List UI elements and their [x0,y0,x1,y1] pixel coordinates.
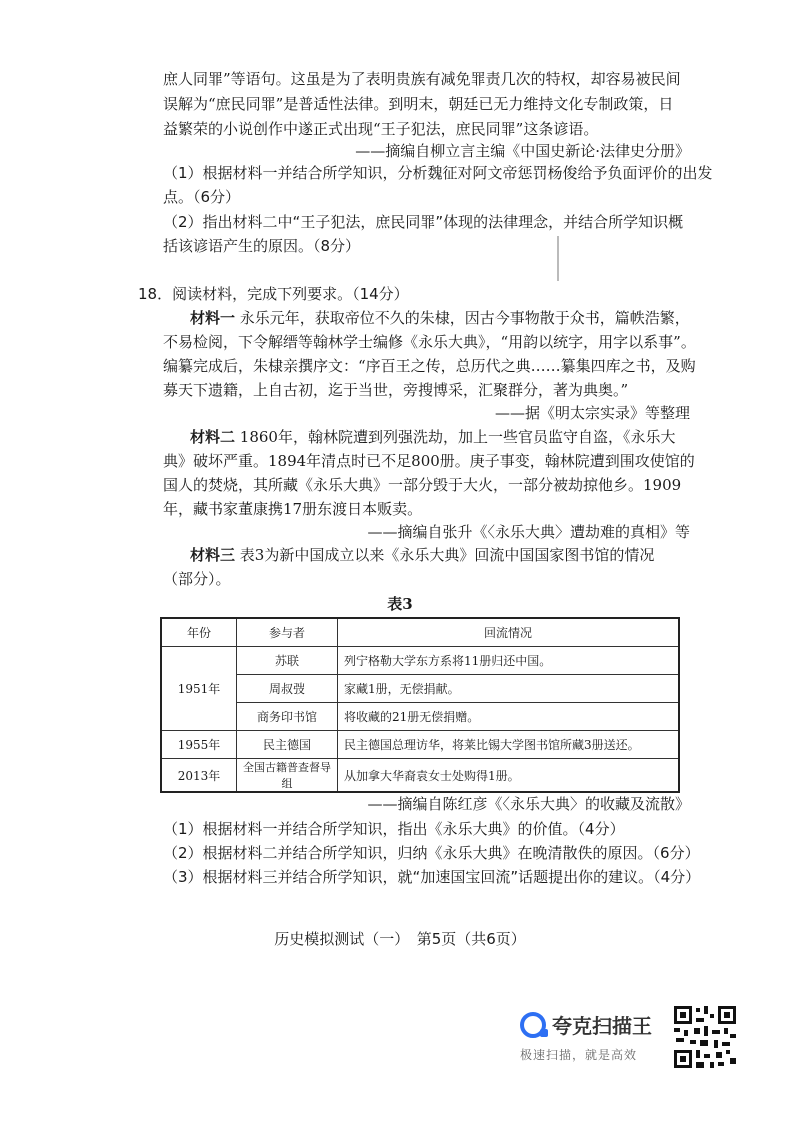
watermark-slogan: 极速扫描，就是高效 [520,1048,638,1062]
scan-mark [557,236,559,281]
table-cell-who: 民主德国 [237,731,338,759]
quark-logo-icon [520,1012,546,1038]
material-text-line: （部分）。 [163,570,231,588]
table-row [161,731,679,759]
table-cell-what: 家藏1册，无偿捐献。 [338,675,680,703]
qr-code-icon [672,1004,738,1070]
question-line: （1）根据材料一并结合所学知识，分析魏征对阿文帝惩罚杨俊给予负面评价的出发 [163,164,713,182]
return-table [160,617,680,793]
table-header-row [161,618,679,647]
table-cell-who: 商务印书馆 [237,703,338,731]
material-text-line: 募天下遗籍，上自古初，迄于当世，旁搜博采，汇聚群分，著为典奥。” [163,381,629,399]
material-source: ——据《明太宗实录》等整理 [494,404,690,422]
page-footer: 历史模拟测试（一） 第5页（共6页） [274,930,526,948]
material-text: 永乐元年，获取帝位不久的朱棣，因古今事物散于众书，篇帙浩繁， [239,309,690,327]
table-cell-who: 周叔弢 [237,675,338,703]
material-text-line: 年，藏书家董康携17册东渡日本贩卖。 [163,500,423,518]
table-header: 参与者 [237,618,338,647]
question-line: （3）根据材料三并结合所学知识，就“加速国宝回流”话题提出你的建议。（4分） [163,868,701,886]
question-line: （2）指出材料二中“王子犯法，庶民同罪”体现的法律理念，并结合所学知识概 [163,213,684,231]
material-text-line: 益繁荣的小说创作中遂正式出现“王子犯法，庶民同罪”这条谚语。 [163,120,599,138]
table-row [161,759,679,793]
table-cell-year: 2013年 [161,759,237,793]
material-label: 材料三 [190,546,236,564]
material-text-line: 典》破坏严重。1894年清点时已不足800册。庚子事变，翰林院遭到围攻使馆的 [163,452,695,470]
material-text-line: 编纂完成后，朱棣亲撰序文：“序百王之传，总历代之典……纂集四库之书，及购 [163,357,696,375]
table-row [161,647,679,675]
material-text-line: 国人的焚烧，其所藏《永乐大典》一部分毁于大火，一部分被劫掠他乡。1909 [163,476,682,494]
table-source: ——摘编自陈红彦《〈永乐大典〉的收藏及流散》 [367,795,690,813]
table-cell-year: 1951年 [161,647,237,731]
material-one [190,307,690,329]
material-two [190,426,675,448]
watermark-name: 夸克扫描王 [552,1014,652,1038]
table-cell-who: 全国古籍普查督导组 [237,759,338,793]
table-header: 年份 [161,618,237,647]
question-18-heading: 18．阅读材料，完成下列要求。（14分） [138,285,409,303]
material-source: ——摘编自张升《〈永乐大典〉遭劫难的真相》等 [367,523,690,541]
material-three [190,544,654,566]
material-label: 材料二 [190,428,236,446]
table-cell-what: 民主德国总理访华，将莱比锡大学图书馆所藏3册送还。 [338,731,680,759]
table-row [161,703,679,731]
question-line: （2）根据材料二并结合所学知识，归纳《永乐大典》在晚清散佚的原因。（6分） [163,844,700,862]
table-cell-who: 苏联 [237,647,338,675]
table-cell-what: 列宁格勒大学东方系将11册归还中国。 [338,647,680,675]
material-text: 表3为新中国成立以来《永乐大典》回流中国国家图书馆的情况 [239,546,655,564]
question-line: 点。（6分） [163,188,241,206]
table-cell-what: 从加拿大华裔袁女士处购得1册。 [338,759,680,793]
material-label: 材料一 [190,309,236,327]
table-cell-year: 1955年 [161,731,237,759]
material-text: 1860年，翰林院遭到列强洗劫，加上一些官员监守自盗，《永乐大 [239,428,676,446]
material-text-line: 误解为“庶民同罪”是普适性法律。到明末，朝廷已无力维持文化专制政策，日 [163,95,674,113]
material-source: ——摘编自柳立言主编《中国史新论·法律史分册》 [355,142,690,160]
material-text-line: 不易检阅，下令解缙等翰林学士编修《永乐大典》，“用韵以统字，用字以系事”。 [163,333,696,351]
question-line: （1）根据材料一并结合所学知识，指出《永乐大典》的价值。（4分） [163,820,625,838]
table-header: 回流情况 [338,618,680,647]
table-row [161,675,679,703]
material-text-line: 庶人同罪”等语句。这虽是为了表明贵族有减免罪责几次的特权，却容易被民间 [163,70,681,88]
scanner-watermark [520,1006,670,1076]
table-cell-what: 将收藏的21册无偿捐赠。 [338,703,680,731]
question-line: 括该谚语产生的原因。（8分） [163,237,361,255]
table-title: 表3 [387,595,413,613]
